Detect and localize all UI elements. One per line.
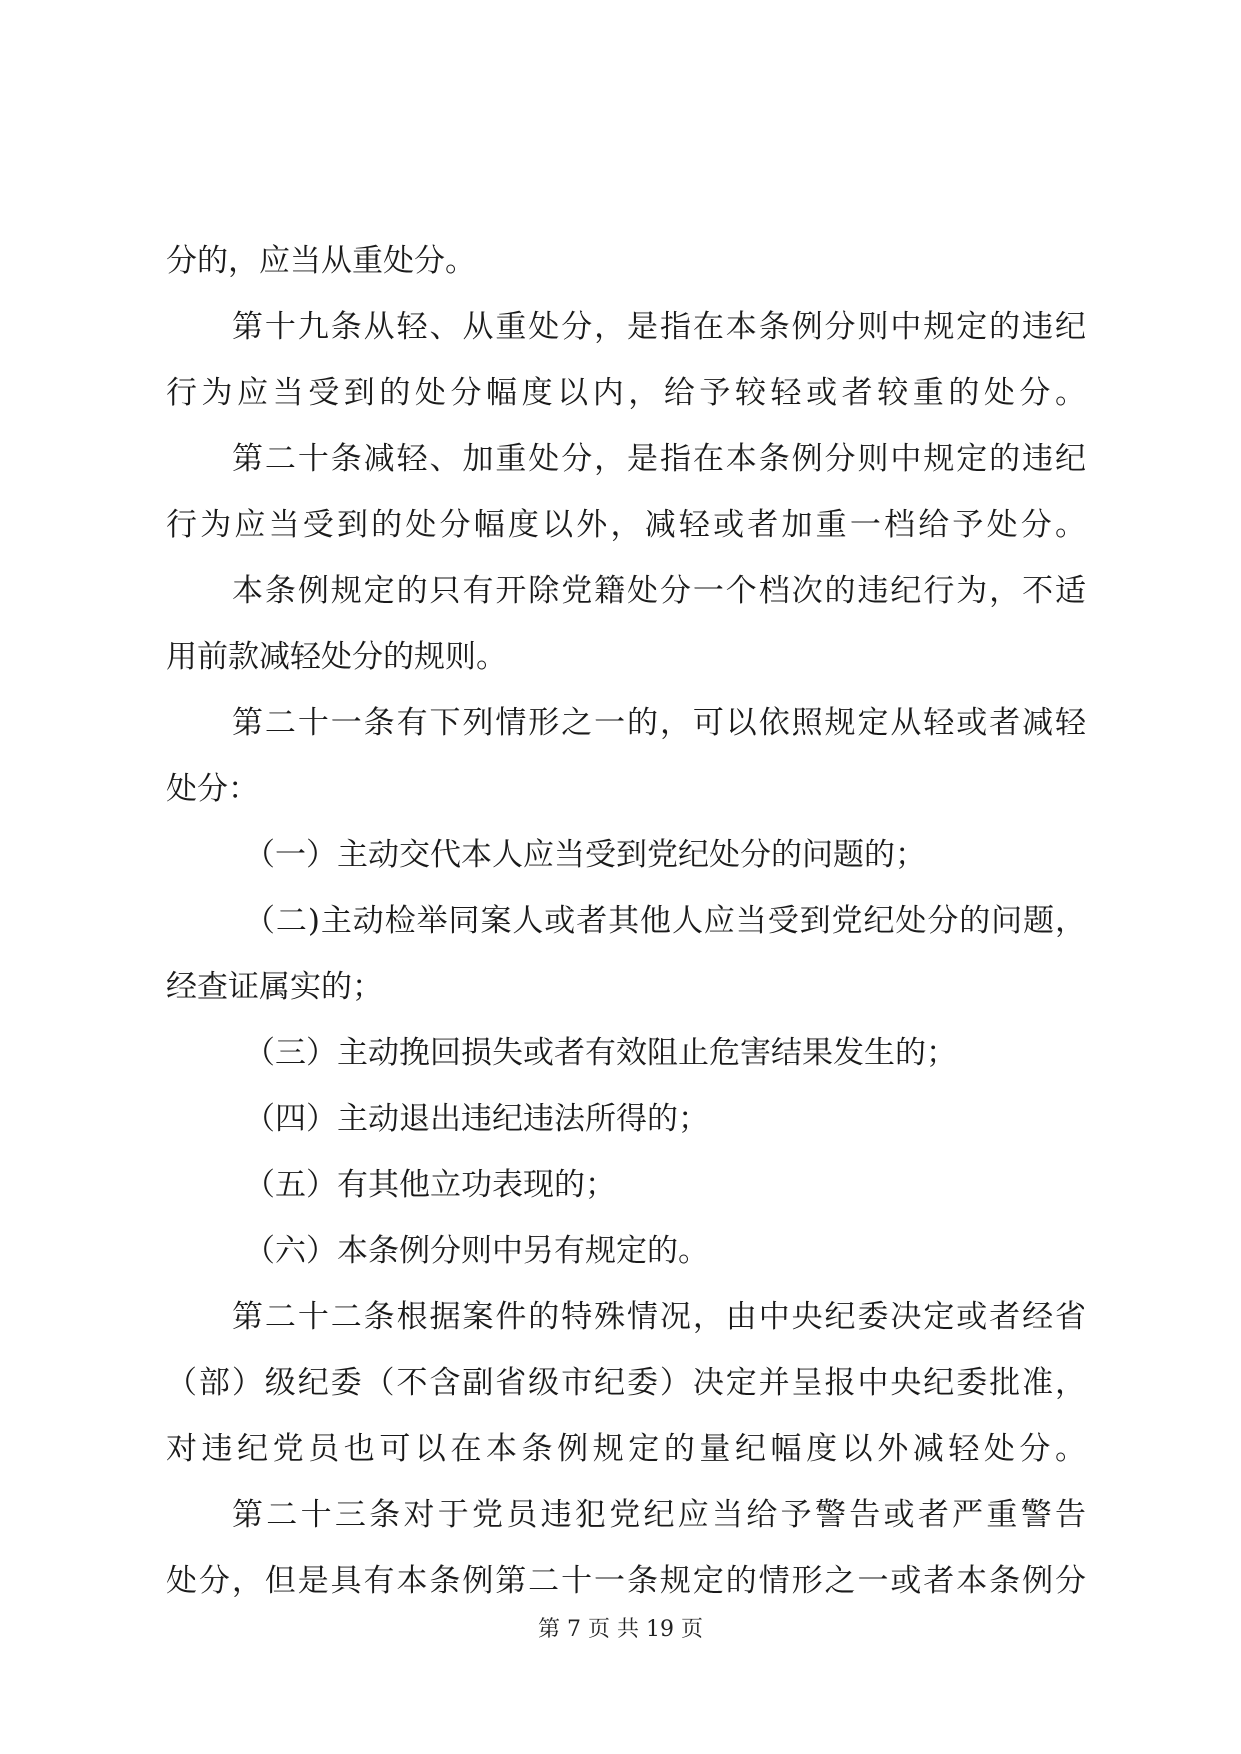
text-line: [166, 1482, 1086, 1548]
line-text: （三）主动挽回损失或者有效阻止危害结果发生的；: [244, 1035, 957, 1071]
list-item: [166, 1152, 1086, 1218]
list-item: [166, 1020, 1086, 1086]
line-text: 第二十二条根据案件的特殊情况，由中央纪委决定或者经省: [232, 1299, 1086, 1335]
line-text: （四）主动退出违纪违法所得的；: [244, 1101, 709, 1137]
line-text: （五）有其他立功表现的；: [244, 1167, 616, 1203]
line-text: 经查证属实的；: [166, 969, 383, 1005]
text-line: [166, 1284, 1086, 1350]
text-line: [166, 624, 1086, 690]
text-line: [166, 690, 1086, 756]
text-line: [166, 1548, 1086, 1614]
list-item: [166, 822, 1086, 888]
document-body: [166, 228, 1086, 1614]
text-line: [166, 558, 1086, 624]
line-text: 第二十一条有下列情形之一的，可以依照规定从轻或者减轻: [232, 705, 1086, 741]
line-text: 第二十三条对于党员违犯党纪应当给予警告或者严重警告: [232, 1497, 1086, 1533]
text-line: [166, 492, 1086, 558]
line-text: 行为应当受到的处分幅度以内，给予较轻或者较重的处分。: [166, 375, 1086, 411]
text-line: [166, 426, 1086, 492]
text-line: [166, 360, 1086, 426]
text-line: [166, 294, 1086, 360]
line-text: 处分：: [166, 771, 259, 807]
line-text: 本条例规定的只有开除党籍处分一个档次的违纪行为，不适: [232, 573, 1086, 609]
line-text: 分的，应当从重处分。: [166, 243, 476, 279]
line-text: （二)主动检举同案人或者其他人应当受到党纪处分的问题，: [244, 903, 1086, 939]
line-text: 对违纪党员也可以在本条例规定的量纪幅度以外减轻处分。: [166, 1431, 1086, 1467]
line-text: 处分，但是具有本条例第二十一条规定的情形之一或者本条例分: [166, 1563, 1086, 1599]
text-line: [166, 228, 1086, 294]
line-text: （部）级纪委（不含副省级市纪委）决定并呈报中央纪委批准，: [166, 1365, 1086, 1401]
line-text: 行为应当受到的处分幅度以外，减轻或者加重一档给予处分。: [166, 507, 1086, 543]
text-line: [166, 756, 1086, 822]
list-item: [166, 1218, 1086, 1284]
line-text: 第十九条从轻、从重处分，是指在本条例分则中规定的违纪: [232, 309, 1086, 345]
line-text: 用前款减轻处分的规则。: [166, 639, 507, 675]
list-item: [166, 888, 1086, 954]
text-line: [166, 1350, 1086, 1416]
text-line: [166, 1416, 1086, 1482]
line-text: 第二十条减轻、加重处分，是指在本条例分则中规定的违纪: [232, 441, 1086, 477]
list-item: [166, 1086, 1086, 1152]
line-text: （六）本条例分则中另有规定的。: [244, 1233, 709, 1269]
line-text: （一）主动交代本人应当受到党纪处分的问题的；: [244, 837, 926, 873]
page-number-footer: 第 7 页 共 19 页: [538, 1617, 703, 1642]
text-line: [166, 954, 1086, 1020]
